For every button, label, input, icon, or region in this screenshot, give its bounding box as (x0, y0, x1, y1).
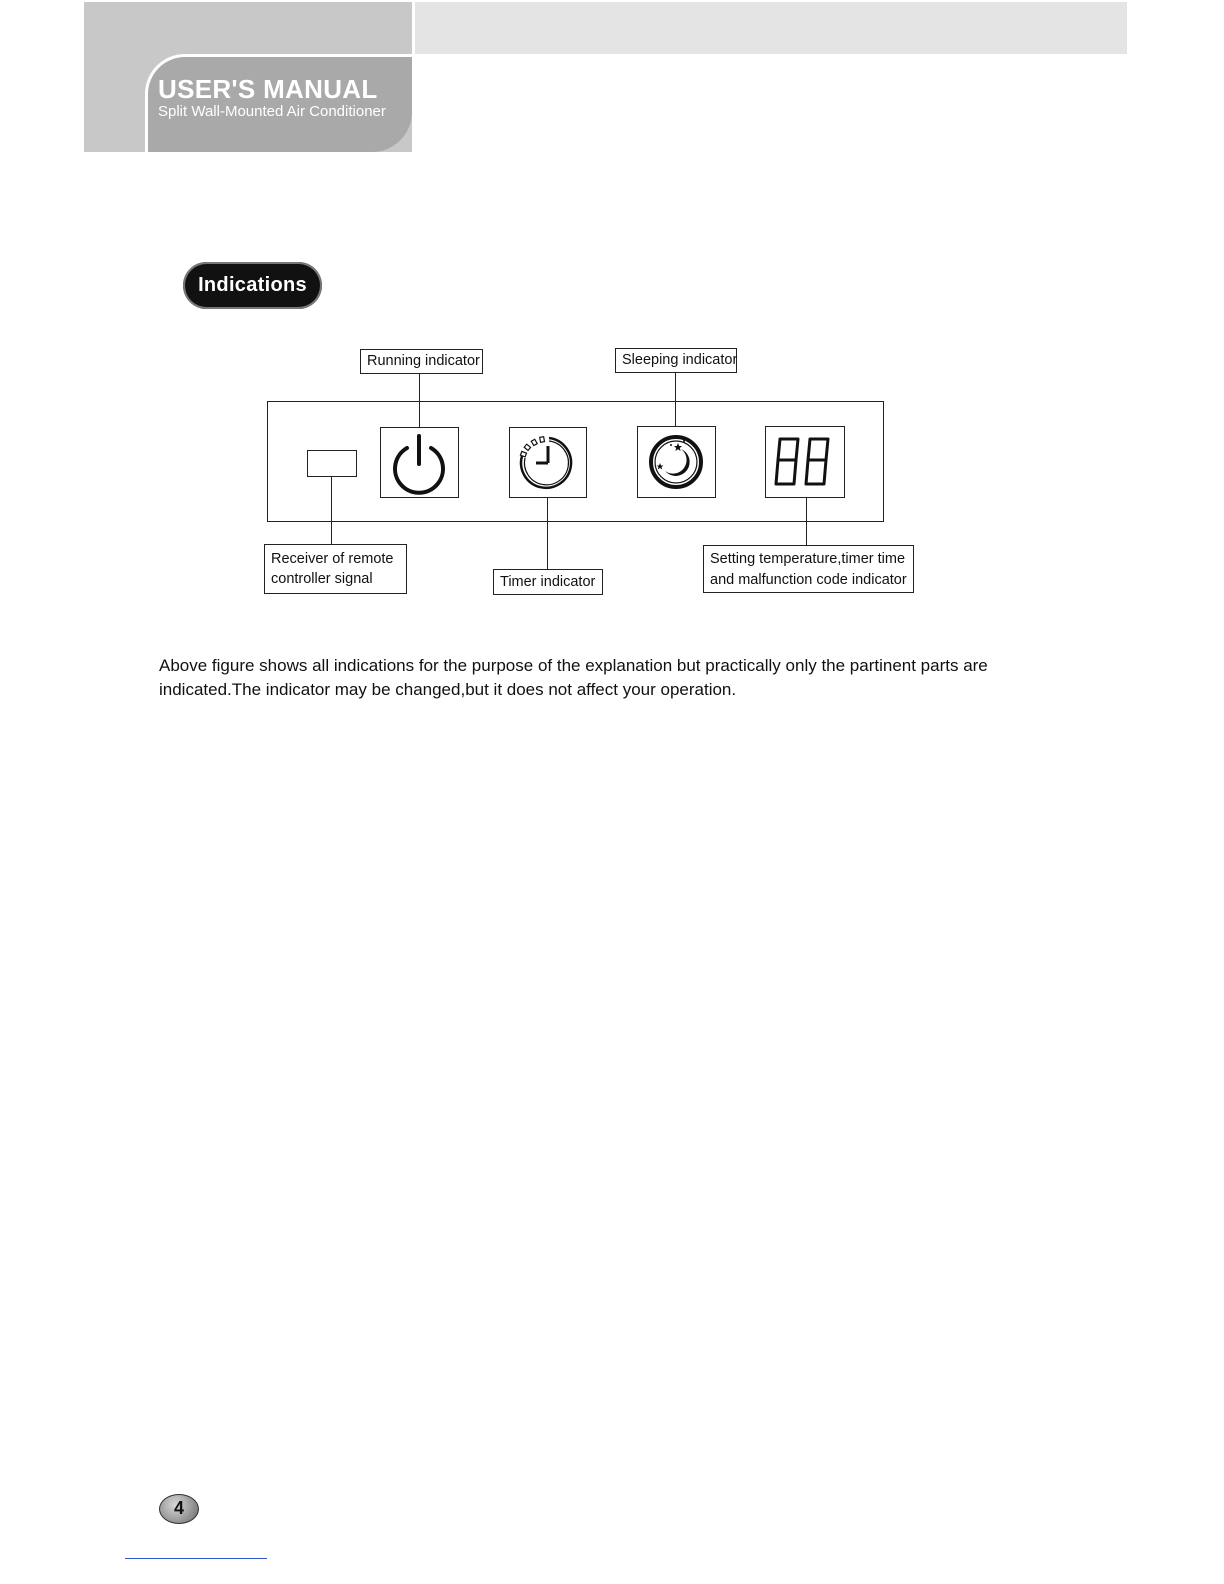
display-label-line2: and malfunction code indicator (710, 572, 907, 588)
power-icon (381, 428, 457, 496)
sleeping-indicator-label: Sleeping indicator (615, 348, 737, 373)
receiver-label-line1: Receiver of remote (271, 551, 394, 567)
running-indicator-box (380, 427, 459, 498)
timer-indicator-label: Timer indicator (493, 569, 603, 595)
display-indicator-label (703, 545, 914, 593)
seven-segment-display (766, 427, 843, 496)
page-number: 4 (159, 1494, 199, 1524)
receiver-window (307, 450, 357, 477)
explanation-paragraph: Above figure shows all indications for the purpose of the explanation but practically only the partinent parts are indicated.The indicator may be changed,but it does not affect your operation. (159, 656, 988, 699)
footer-link-underline (125, 1558, 267, 1559)
temperature-display-box (765, 426, 845, 498)
section-title: Indications (183, 262, 322, 309)
receiver-label-line2: controller signal (271, 571, 373, 587)
manual-title: USER'S MANUAL (158, 74, 378, 104)
sleeping-indicator-box (637, 426, 716, 498)
running-indicator-label: Running indicator (360, 349, 483, 374)
manual-subtitle: Split Wall-Mounted Air Conditioner (158, 103, 386, 120)
clock-icon (510, 428, 585, 496)
display-label-line1: Setting temperature,timer time (710, 551, 906, 567)
moon-stars-icon (638, 427, 714, 496)
timer-indicator-box (509, 427, 587, 498)
receiver-label (264, 544, 407, 594)
header-background-right (415, 2, 1127, 54)
